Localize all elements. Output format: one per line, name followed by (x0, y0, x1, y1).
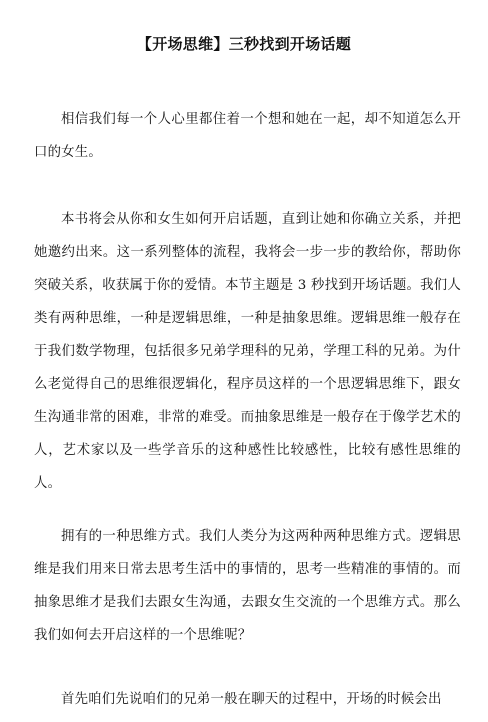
document-title: 【开场思维】三秒找到开场话题 (136, 35, 352, 53)
paragraph-4: 首先咱们先说咱们的兄弟一般在聊天的过程中，开场的时候会出 (61, 692, 442, 707)
paragraph-1: 相信我们每一个人心里都住着一个想和她在一起，却不知道怎么开口的女生。 (34, 112, 461, 160)
paragraph-2: 本书将会从你和女生如何开启话题，直到让她和你确立关系，并把她邀约出来。这一系列整体的流程，我将会一步一步的教给你，帮助你突破关系，收获属于你的爱情。本节主题是 3 秒找到开场话题。我们人类有两种思维，一种是逻辑思维，一种是抽象思维。逻辑思维一般存在于我们数学物理，包括很多兄弟学理科的兄弟，学理工科的兄弟。为什么老觉得自己的思维很逻辑化，程序员这样的一个思逻辑思维下，跟女生沟通非常的困难，非常的难受。而抽象思维是一般存在于像学艺术的人，艺术家以及一些学音乐的这种感性比较感性，比较有感性思维的人。 (34, 212, 461, 491)
paragraph-3: 拥有的一种思维方式。我们人类分为这两种两种思维方式。逻辑思维是我们用来日常去思考生活中的事情的，思考一些精准的事情的。而抽象思维才是我们去跟女生沟通，去跟女生交流的一个思维方式。那么我们如何去开启这样的一个思维呢？ (34, 529, 461, 643)
